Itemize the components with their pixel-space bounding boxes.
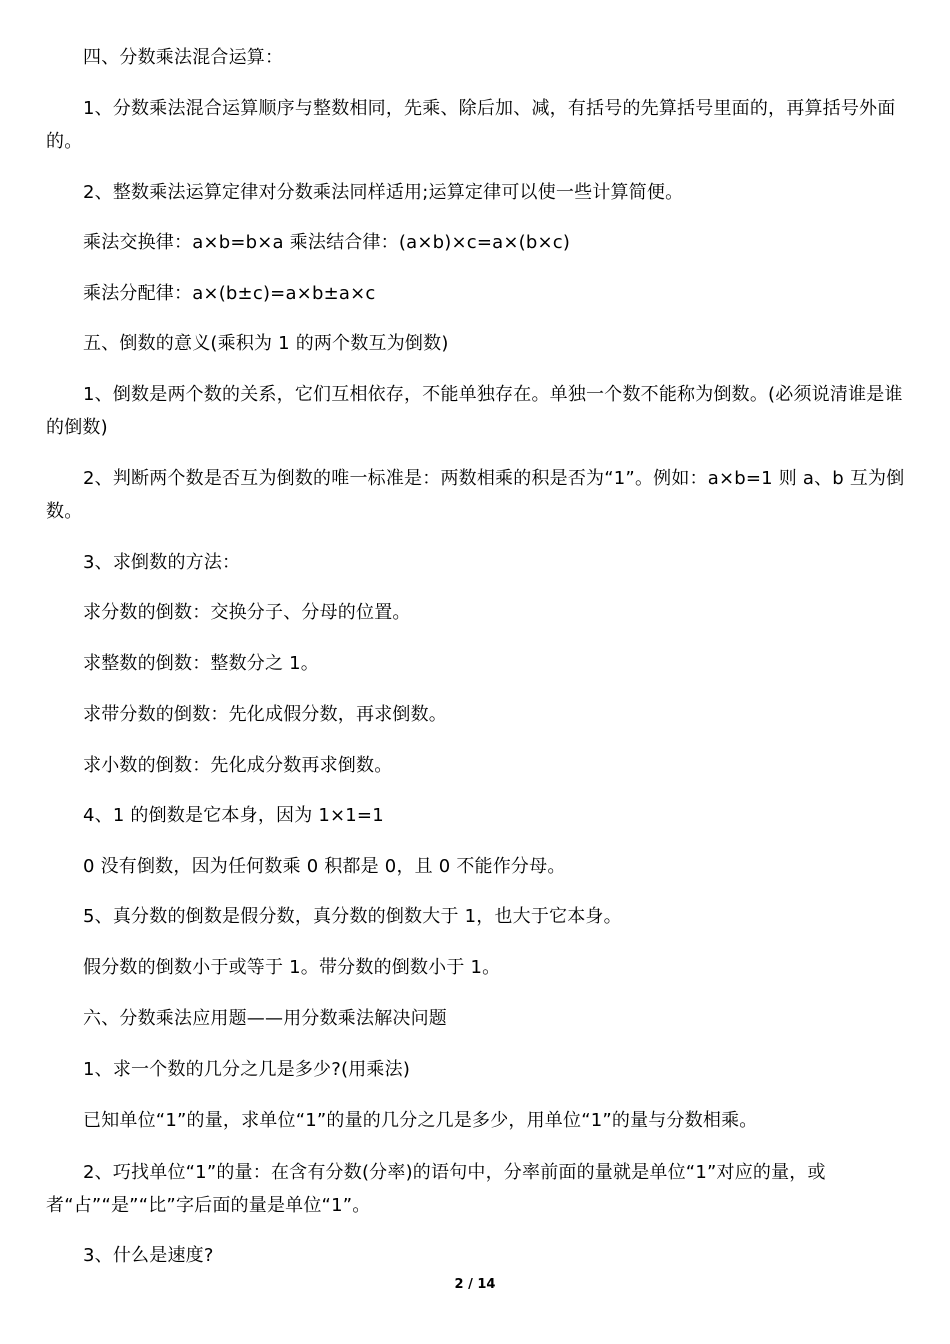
paragraph: 2、巧找单位“1”的量：在含有分数(分率)的语句中，分率前面的量就是单位“1”对应的量，或者“占”“是”“比”字后面的量是单位“1”。 <box>46 1162 826 1216</box>
section-heading-6: 六、分数乘法应用题——用分数乘法解决问题 <box>83 1008 447 1029</box>
paragraph: 0 没有倒数，因为任何数乘 0 积都是 0，且 0 不能作分母。 <box>83 856 566 877</box>
paragraph: 求带分数的倒数：先化成假分数，再求倒数。 <box>83 704 447 725</box>
section-heading-4: 四、分数乘法混合运算： <box>83 47 284 68</box>
paragraph: 3、什么是速度? <box>83 1245 214 1266</box>
page-number: 2 / 14 <box>454 1277 496 1292</box>
paragraph: 4、1 的倒数是它本身，因为 1×1=1 <box>83 805 384 826</box>
paragraph: 1、倒数是两个数的关系，它们互相依存，不能单独存在。单独一个数不能称为倒数。(必须说清谁是谁的倒数) <box>46 384 903 438</box>
paragraph: 2、判断两个数是否互为倒数的唯一标准是：两数相乘的积是否为“1”。例如：a×b=1 则 a、b 互为倒数。 <box>46 468 905 522</box>
paragraph: 3、求倒数的方法： <box>83 552 241 573</box>
paragraph: 1、求一个数的几分之几是多少?(用乘法) <box>83 1059 411 1080</box>
section-heading-5: 五、倒数的意义(乘积为 1 的两个数互为倒数) <box>83 333 449 354</box>
paragraph: 求分数的倒数：交换分子、分母的位置。 <box>83 602 411 623</box>
formula-line: 乘法分配律：a×(b±c)=a×b±a×c <box>83 283 376 304</box>
paragraph: 2、整数乘法运算定律对分数乘法同样适用;运算定律可以使一些计算简便。 <box>83 182 684 203</box>
paragraph: 求整数的倒数：整数分之 1。 <box>83 653 319 674</box>
paragraph: 求小数的倒数：先化成分数再求倒数。 <box>83 755 393 776</box>
formula-line: 乘法交换律：a×b=b×a 乘法结合律：(a×b)×c=a×(b×c) <box>83 232 571 253</box>
paragraph: 已知单位“1”的量，求单位“1”的量的几分之几是多少，用单位“1”的量与分数相乘。 <box>83 1110 758 1131</box>
paragraph: 1、分数乘法混合运算顺序与整数相同，先乘、除后加、减，有括号的先算括号里面的，再算括号外面的。 <box>46 98 896 152</box>
paragraph: 5、真分数的倒数是假分数，真分数的倒数大于 1，也大于它本身。 <box>83 906 622 927</box>
paragraph: 假分数的倒数小于或等于 1。带分数的倒数小于 1。 <box>83 957 501 978</box>
